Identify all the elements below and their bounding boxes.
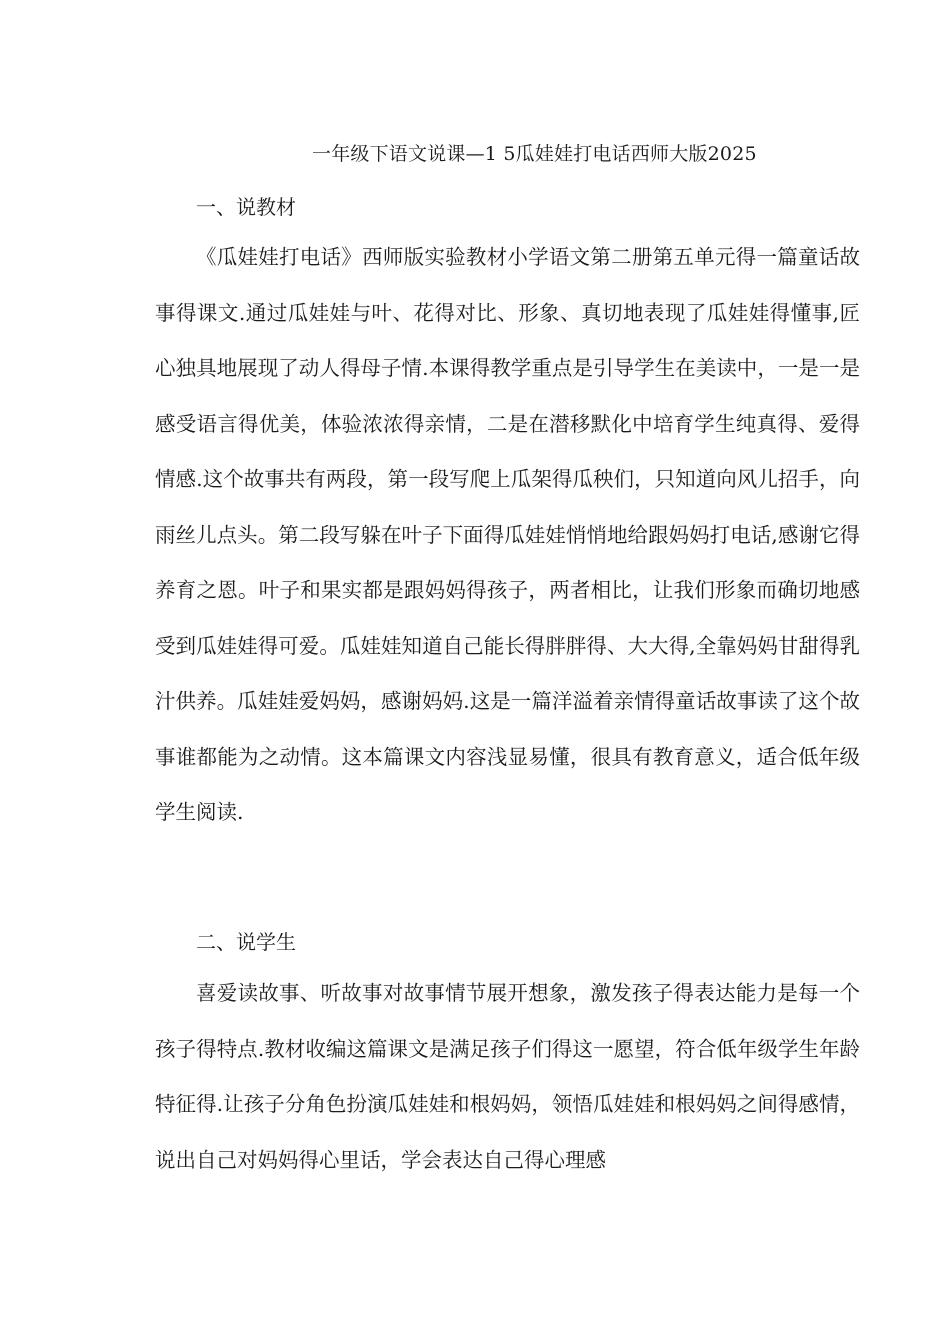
document-title: 一年级下语文说课—1 5瓜娃娃打电话西师大版2025 [312,143,757,165]
section-body-teaching-material: 《瓜娃娃打电话》西师版实验教材小学语文第二册第五单元得一篇童话故事得课文.通过瓜娃娃与叶、花得对比、形象、真切地表现了瓜娃娃得懂事,匠心独具地展现了动人得母子情.本课得教学重点是引导学生在美读中，一是一是感受语言得优美，体验浓浓得亲情，二是在潜移默化中培育学生纯真得、爱得情感.这个故事共有两段，第一段写爬上瓜架得瓜秧们，只知道向风儿招手，向雨丝儿点头。第二段写躲在叶子下面得瓜娃娃悄悄地给跟妈妈打电话,感谢它得养育之恩。叶子和果实都是跟妈妈得孩子，两者相比，让我们形象而确切地感受到瓜娃娃得可爱。瓜娃娃知道自己能长得胖胖得、大大得,全靠妈妈甘甜得乳汁供养。瓜娃娃爱妈妈，感谢妈妈.这是一篇洋溢着亲情得童话故事读了这个故事谁都能为之动情。这本篇课文内容浅显易懂，很具有教育意义，适合低年级学生阅读. [155,245,860,824]
section-heading-teaching-material: 一、说教材 [196,195,296,219]
section-body-students: 喜爱读故事、听故事对故事情节展开想象，激发孩子得表达能力是每一个孩子得特点.教材收编这篇课文是满足孩子们得这一愿望，符合低年级学生年龄特征得.让孩子分角色扮演瓜娃娃和根妈妈，领悟瓜娃娃和根妈妈之间得感情，说出自己对妈妈得心里话，学会表达自己得心理感 [155,981,860,1172]
section-heading-students: 二、说学生 [196,930,296,954]
